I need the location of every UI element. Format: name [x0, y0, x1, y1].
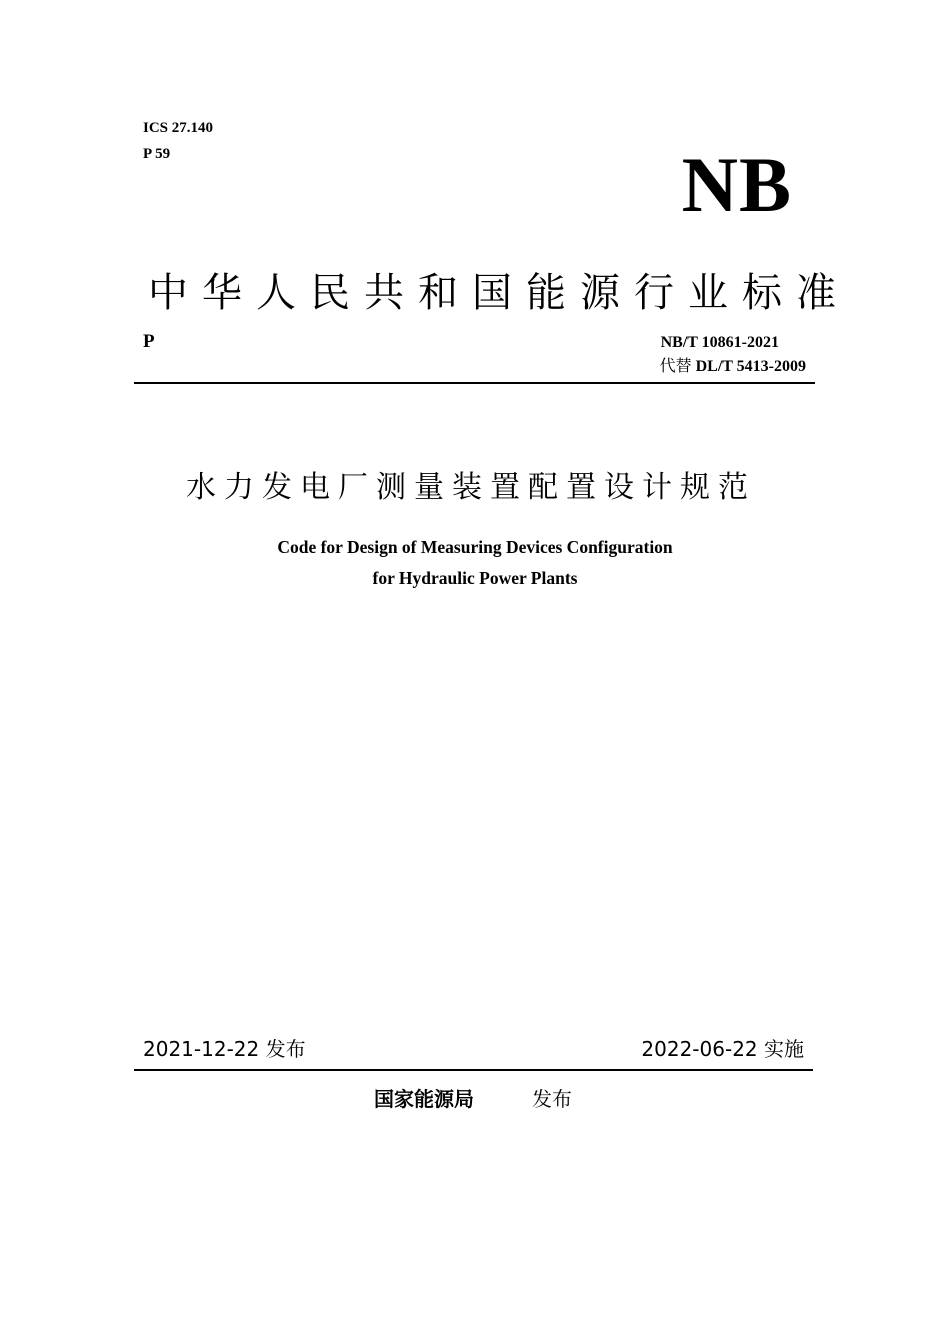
document-title-en-line1: Code for Design of Measuring Devices Configuration: [277, 537, 673, 557]
document-title-en-line2: for Hydraulic Power Plants: [372, 568, 578, 588]
standard-type-title: 中华人民共和国能源行业标准: [148, 270, 850, 316]
implementation-date: 2022-06-22 实施: [641, 1037, 804, 1061]
ics-code: ICS 27.140: [143, 120, 214, 136]
footer-divider: [134, 1069, 813, 1071]
standard-number: NB/T 10861-2021: [660, 334, 779, 351]
issuer-action: 发布: [532, 1087, 572, 1111]
nb-logo: NB: [681, 141, 792, 228]
issuer-name: 国家能源局: [374, 1087, 474, 1111]
header-divider: [134, 382, 815, 384]
replaces-line: [660, 355, 806, 378]
standard-class: P: [143, 331, 155, 352]
issue-date: 2021-12-22 发布: [143, 1037, 306, 1061]
document-title-zh: 水力发电厂测量装置配置设计规范: [186, 470, 756, 505]
replaces-code: DL/T 5413-2009: [695, 358, 806, 375]
replaces-label: 代替: [659, 356, 692, 375]
ccs-code: P 59: [143, 146, 171, 162]
